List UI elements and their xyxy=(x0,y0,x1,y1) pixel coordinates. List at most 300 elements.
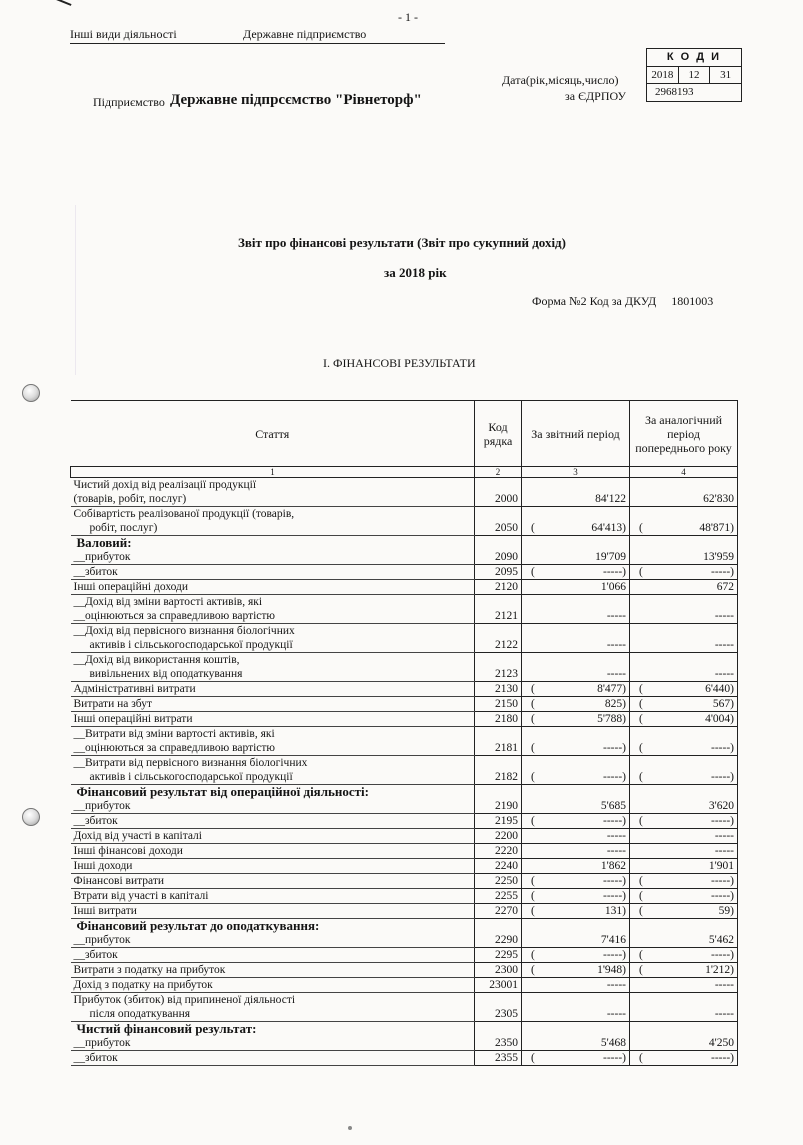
previous-value: 5'462 xyxy=(708,934,734,946)
row-code: 2121 xyxy=(475,595,522,624)
row-label xyxy=(71,933,475,948)
previous-value: 13'959 xyxy=(703,551,734,563)
open-paren: ( xyxy=(639,742,643,754)
row-code: 2250 xyxy=(475,874,522,889)
row-code: 2240 xyxy=(475,859,522,874)
row-previous xyxy=(630,507,738,536)
table-row xyxy=(71,697,738,712)
open-paren: ( xyxy=(639,683,643,695)
current-value: -----) xyxy=(603,566,626,578)
previous-value: ----- xyxy=(714,668,734,680)
row-label-line2: активів і сільськогосподарської продукції xyxy=(89,771,293,783)
scan-mark xyxy=(348,1126,352,1130)
row-current xyxy=(522,963,630,978)
row-code: 2130 xyxy=(475,682,522,697)
form-code: Форма №2 Код за ДКУД 1801003 xyxy=(532,294,714,308)
current-value: 84'122 xyxy=(595,493,626,505)
table-row xyxy=(71,993,738,1022)
previous-value: 59) xyxy=(718,905,734,917)
row-label xyxy=(71,697,475,712)
row-label xyxy=(71,478,475,507)
row-label-line1: Інші фінансові доходи xyxy=(73,845,183,857)
current-value: -----) xyxy=(603,949,626,961)
current-cell-empty xyxy=(522,785,630,800)
section-title: І. ФІНАНСОВІ РЕЗУЛЬТАТИ xyxy=(323,356,476,370)
activity-type: Інші види діяльності xyxy=(70,27,177,41)
current-value: -----) xyxy=(603,1052,626,1064)
row-code: 2255 xyxy=(475,889,522,904)
punch-hole-top xyxy=(22,384,40,402)
previous-value: 1'212) xyxy=(705,964,734,976)
current-value: -----) xyxy=(603,771,626,783)
open-paren: ( xyxy=(531,566,535,578)
row-label xyxy=(71,1051,475,1066)
current-value: 5'685 xyxy=(600,800,626,812)
previous-value: ----- xyxy=(714,979,734,991)
current-value: ----- xyxy=(606,1008,626,1020)
previous-value: ----- xyxy=(714,845,734,857)
row-code: 2300 xyxy=(475,963,522,978)
previous-value: 672 xyxy=(716,581,734,593)
row-label xyxy=(71,889,475,904)
row-label xyxy=(71,829,475,844)
row-label-line1: __Витрати від первісного визнання біологічних xyxy=(73,757,308,769)
previous-value: 6'440) xyxy=(705,683,734,695)
open-paren: ( xyxy=(639,875,643,887)
open-paren: ( xyxy=(531,890,535,902)
row-label-line1: __збиток xyxy=(73,949,118,961)
table-row xyxy=(71,682,738,697)
row-label xyxy=(71,712,475,727)
row-previous xyxy=(630,565,738,580)
row-label xyxy=(71,874,475,889)
col-code: Код рядка xyxy=(475,401,522,467)
row-previous xyxy=(630,550,738,565)
row-current xyxy=(522,814,630,829)
current-value: -----) xyxy=(603,890,626,902)
punch-hole-bottom xyxy=(22,808,40,826)
table-row xyxy=(71,859,738,874)
table-row xyxy=(71,756,738,785)
row-current xyxy=(522,829,630,844)
row-label-line1: __Дохід від використання коштів, xyxy=(73,654,240,666)
section-row xyxy=(71,919,738,934)
row-label xyxy=(71,904,475,919)
row-previous xyxy=(630,682,738,697)
row-current xyxy=(522,948,630,963)
row-label-line1: __прибуток xyxy=(73,551,131,563)
open-paren: ( xyxy=(639,905,643,917)
row-code: 2122 xyxy=(475,624,522,653)
previous-value: -----) xyxy=(711,949,734,961)
previous-value: ----- xyxy=(714,1008,734,1020)
row-label-line1: __збиток xyxy=(73,1052,118,1064)
row-current xyxy=(522,756,630,785)
row-previous xyxy=(630,1051,738,1066)
col-num-3: 3 xyxy=(522,467,630,478)
codes-title: К О Д И xyxy=(647,49,741,67)
previous-cell-empty xyxy=(630,1022,738,1037)
row-label xyxy=(71,993,475,1022)
open-paren: ( xyxy=(639,698,643,710)
row-label-line1: Дохід від участі в капіталі xyxy=(73,830,202,842)
table-row xyxy=(71,1051,738,1066)
row-label-line1: __Витрати від зміни вартості активів, які xyxy=(73,728,275,740)
open-paren: ( xyxy=(531,742,535,754)
open-paren: ( xyxy=(639,815,643,827)
row-current xyxy=(522,727,630,756)
table-row xyxy=(71,829,738,844)
previous-value: -----) xyxy=(711,566,734,578)
report-title: Звіт про фінансові результати (Звіт про сукупний дохід) xyxy=(238,235,566,250)
row-label-line1: Інші операційні витрати xyxy=(73,713,193,725)
row-previous xyxy=(630,727,738,756)
row-code: 2290 xyxy=(475,933,522,948)
row-code: 2355 xyxy=(475,1051,522,1066)
previous-value: 1'901 xyxy=(708,860,734,872)
row-code: 2000 xyxy=(475,478,522,507)
row-code: 2090 xyxy=(475,550,522,565)
row-label-line1: Фінансові витрати xyxy=(73,875,165,887)
row-current xyxy=(522,1051,630,1066)
table-row xyxy=(71,874,738,889)
row-previous xyxy=(630,1036,738,1051)
previous-value: 62'830 xyxy=(703,493,734,505)
row-label-line2: активів і сільськогосподарської продукції xyxy=(89,639,293,651)
row-previous xyxy=(630,859,738,874)
previous-value: -----) xyxy=(711,875,734,887)
open-paren: ( xyxy=(531,698,535,710)
current-value: -----) xyxy=(603,815,626,827)
code-cell-empty xyxy=(475,919,522,934)
row-label xyxy=(71,1036,475,1051)
row-current xyxy=(522,889,630,904)
col-num-2: 2 xyxy=(475,467,522,478)
row-label xyxy=(71,580,475,595)
row-previous xyxy=(630,756,738,785)
row-label-line1: __Дохід від первісного визнання біологічних xyxy=(73,625,295,637)
row-previous xyxy=(630,624,738,653)
row-previous xyxy=(630,653,738,682)
open-paren: ( xyxy=(531,771,535,783)
row-label xyxy=(71,727,475,756)
row-current xyxy=(522,697,630,712)
open-paren: ( xyxy=(639,713,643,725)
previous-value: 567) xyxy=(712,698,734,710)
open-paren: ( xyxy=(531,683,535,695)
row-previous xyxy=(630,844,738,859)
current-value: ----- xyxy=(606,610,626,622)
row-label-line1: Витрати на збут xyxy=(73,698,152,710)
current-value: 5'788) xyxy=(597,713,626,725)
current-value: 1'066 xyxy=(600,581,626,593)
row-label-line1: Прибуток (збиток) від припиненої діяльності xyxy=(73,994,296,1006)
row-current xyxy=(522,874,630,889)
table-row xyxy=(71,712,738,727)
table-row xyxy=(71,624,738,653)
open-paren: ( xyxy=(639,964,643,976)
open-paren: ( xyxy=(531,522,535,534)
row-label-line1: __прибуток xyxy=(73,934,131,946)
table-row xyxy=(71,978,738,993)
row-current xyxy=(522,565,630,580)
table-row xyxy=(71,799,738,814)
row-current xyxy=(522,478,630,507)
code-cell-empty xyxy=(475,785,522,800)
section-label: Чистий фінансовий результат: xyxy=(76,1021,257,1036)
row-label-line1: __прибуток xyxy=(73,1037,131,1049)
ownership-form: Державне підприємство xyxy=(243,27,367,41)
col-article: Стаття xyxy=(71,401,475,467)
row-code: 2120 xyxy=(475,580,522,595)
current-cell-empty xyxy=(522,919,630,934)
date-month: 12 xyxy=(679,67,711,83)
open-paren: ( xyxy=(531,875,535,887)
row-code: 2150 xyxy=(475,697,522,712)
bleed-through xyxy=(75,205,406,375)
previous-cell-empty xyxy=(630,536,738,551)
row-label xyxy=(71,978,475,993)
table-row xyxy=(71,580,738,595)
row-code: 2305 xyxy=(475,993,522,1022)
previous-value: -----) xyxy=(711,1052,734,1064)
table-row xyxy=(71,844,738,859)
section-row xyxy=(71,536,738,551)
current-value: -----) xyxy=(603,742,626,754)
row-current xyxy=(522,993,630,1022)
previous-value: 4'004) xyxy=(705,713,734,725)
open-paren: ( xyxy=(639,890,643,902)
row-code: 2181 xyxy=(475,727,522,756)
previous-value: 48'871) xyxy=(699,522,734,534)
row-label-line2: (товарів, робіт, послуг) xyxy=(73,493,187,505)
col-num-1: 1 xyxy=(71,467,475,478)
previous-value: -----) xyxy=(711,771,734,783)
row-code: 2270 xyxy=(475,904,522,919)
row-label-line1: Інші доходи xyxy=(73,860,133,872)
current-value: ----- xyxy=(606,668,626,680)
table-row xyxy=(71,595,738,624)
col-previous: За аналогічний період попереднього року xyxy=(630,401,738,467)
table-row xyxy=(71,478,738,507)
table-row xyxy=(71,963,738,978)
open-paren: ( xyxy=(639,1052,643,1064)
row-current xyxy=(522,653,630,682)
row-previous xyxy=(630,478,738,507)
previous-cell-empty xyxy=(630,785,738,800)
current-value: 1'862 xyxy=(600,860,626,872)
row-label-line2: __оцінюються за справедливою вартістю xyxy=(73,742,276,754)
row-label-line1: __Дохід від зміни вартості активів, які xyxy=(73,596,263,608)
row-label-line2: після оподаткування xyxy=(89,1008,191,1020)
table-row xyxy=(71,507,738,536)
previous-value: ----- xyxy=(714,639,734,651)
table-row xyxy=(71,948,738,963)
enterprise-name: Державне підпрсємство "Рівнеторф" xyxy=(170,92,422,108)
row-current xyxy=(522,507,630,536)
date-day: 31 xyxy=(720,69,732,81)
row-previous xyxy=(630,874,738,889)
row-label xyxy=(71,814,475,829)
previous-value: 4'250 xyxy=(708,1037,734,1049)
table-row xyxy=(71,727,738,756)
current-value: 64'413) xyxy=(591,522,626,534)
edrpou-code: 2968193 xyxy=(655,86,694,98)
current-value: 19'709 xyxy=(595,551,626,563)
row-current xyxy=(522,595,630,624)
current-value: 1'948) xyxy=(597,964,626,976)
row-code: 2200 xyxy=(475,829,522,844)
current-value: 131) xyxy=(604,905,626,917)
row-code: 2195 xyxy=(475,814,522,829)
current-value: ----- xyxy=(606,830,626,842)
current-value: 7'416 xyxy=(600,934,626,946)
date-label: Дата(рік,місяць,число) xyxy=(502,73,619,87)
date-code-row xyxy=(647,67,741,84)
row-previous xyxy=(630,889,738,904)
row-label xyxy=(71,948,475,963)
row-current xyxy=(522,904,630,919)
previous-value: -----) xyxy=(711,890,734,902)
section-row xyxy=(71,785,738,800)
current-value: 825) xyxy=(604,698,626,710)
row-code: 2182 xyxy=(475,756,522,785)
open-paren: ( xyxy=(531,713,535,725)
current-value: 8'477) xyxy=(597,683,626,695)
row-label-line1: Втрати від участі в капіталі xyxy=(73,890,209,902)
row-code: 2350 xyxy=(475,1036,522,1051)
row-label-line1: __збиток xyxy=(73,815,118,827)
row-previous xyxy=(630,712,738,727)
row-code: 2095 xyxy=(475,565,522,580)
row-previous xyxy=(630,595,738,624)
table-row xyxy=(71,565,738,580)
row-label xyxy=(71,507,475,536)
row-code: 2190 xyxy=(475,799,522,814)
previous-value: -----) xyxy=(711,815,734,827)
row-current xyxy=(522,844,630,859)
row-previous xyxy=(630,948,738,963)
column-number-row xyxy=(71,467,738,478)
table-row xyxy=(71,550,738,565)
codes-box xyxy=(646,48,742,102)
report-period: за 2018 рік xyxy=(384,265,447,280)
row-current xyxy=(522,580,630,595)
row-current xyxy=(522,933,630,948)
table-row xyxy=(71,1036,738,1051)
current-cell-empty xyxy=(522,1022,630,1037)
row-previous xyxy=(630,978,738,993)
row-label xyxy=(71,859,475,874)
row-code: 2050 xyxy=(475,507,522,536)
row-current xyxy=(522,550,630,565)
row-code: 2123 xyxy=(475,653,522,682)
row-previous xyxy=(630,580,738,595)
enterprise-label: Підприємство xyxy=(93,95,165,109)
row-label-line1: Чистий дохід від реалізації продукції xyxy=(73,479,257,491)
open-paren: ( xyxy=(639,566,643,578)
row-label-line2: робіт, послуг) xyxy=(89,522,158,534)
header-rule xyxy=(70,43,445,44)
row-previous xyxy=(630,697,738,712)
row-label xyxy=(71,756,475,785)
section-row xyxy=(71,1022,738,1037)
current-value: 5'468 xyxy=(600,1037,626,1049)
current-value: ----- xyxy=(606,979,626,991)
open-paren: ( xyxy=(531,949,535,961)
row-current xyxy=(522,712,630,727)
row-current xyxy=(522,1036,630,1051)
row-label-line1: Собівартість реалізованої продукції (товарів, xyxy=(73,508,295,520)
row-code: 2180 xyxy=(475,712,522,727)
open-paren: ( xyxy=(531,815,535,827)
row-label-line1: Інші витрати xyxy=(73,905,137,917)
row-label-line1: Інші операційні доходи xyxy=(73,581,189,593)
row-label xyxy=(71,624,475,653)
open-paren: ( xyxy=(531,905,535,917)
open-paren: ( xyxy=(639,522,643,534)
row-previous xyxy=(630,814,738,829)
previous-cell-empty xyxy=(630,919,738,934)
row-label xyxy=(71,844,475,859)
date-year: 2018 xyxy=(647,67,679,83)
row-label xyxy=(71,565,475,580)
row-previous xyxy=(630,829,738,844)
previous-value: -----) xyxy=(711,742,734,754)
staple-mark xyxy=(28,0,71,19)
current-value: ----- xyxy=(606,845,626,857)
section-label: Валовий: xyxy=(76,535,132,550)
open-paren: ( xyxy=(531,964,535,976)
row-current xyxy=(522,682,630,697)
row-current xyxy=(522,624,630,653)
table-row xyxy=(71,653,738,682)
row-label xyxy=(71,963,475,978)
section-label: Фінансовий результат від операційної діяльності: xyxy=(76,784,369,799)
row-label xyxy=(71,595,475,624)
current-value: ----- xyxy=(606,639,626,651)
row-code: 23001 xyxy=(475,978,522,993)
code-cell-empty xyxy=(475,536,522,551)
current-value: -----) xyxy=(603,875,626,887)
section-label: Фінансовий результат до оподаткування: xyxy=(76,918,320,933)
row-label-line1: Витрати з податку на прибуток xyxy=(73,964,226,976)
row-label xyxy=(71,653,475,682)
row-label-line1: Дохід з податку на прибуток xyxy=(73,979,213,991)
row-label-line1: Адміністративні витрати xyxy=(73,683,196,695)
row-previous xyxy=(630,933,738,948)
row-label-line1: __збиток xyxy=(73,566,118,578)
open-paren: ( xyxy=(639,771,643,783)
row-current xyxy=(522,799,630,814)
financial-results-table xyxy=(70,400,738,1066)
row-code: 2220 xyxy=(475,844,522,859)
open-paren: ( xyxy=(639,949,643,961)
row-label-line2: __оцінюються за справедливою вартістю xyxy=(73,610,276,622)
page-number: - 1 - xyxy=(398,10,418,24)
previous-value: ----- xyxy=(714,610,734,622)
col-current: За звітний період xyxy=(522,401,630,467)
row-code: 2295 xyxy=(475,948,522,963)
edrpou-label: за ЄДРПОУ xyxy=(565,89,627,103)
row-previous xyxy=(630,799,738,814)
row-previous xyxy=(630,963,738,978)
code-cell-empty xyxy=(475,1022,522,1037)
table-header-row xyxy=(71,401,738,467)
row-label-line1: __прибуток xyxy=(73,800,131,812)
row-current xyxy=(522,978,630,993)
row-label-line2: вивільнених від оподаткування xyxy=(89,668,243,680)
